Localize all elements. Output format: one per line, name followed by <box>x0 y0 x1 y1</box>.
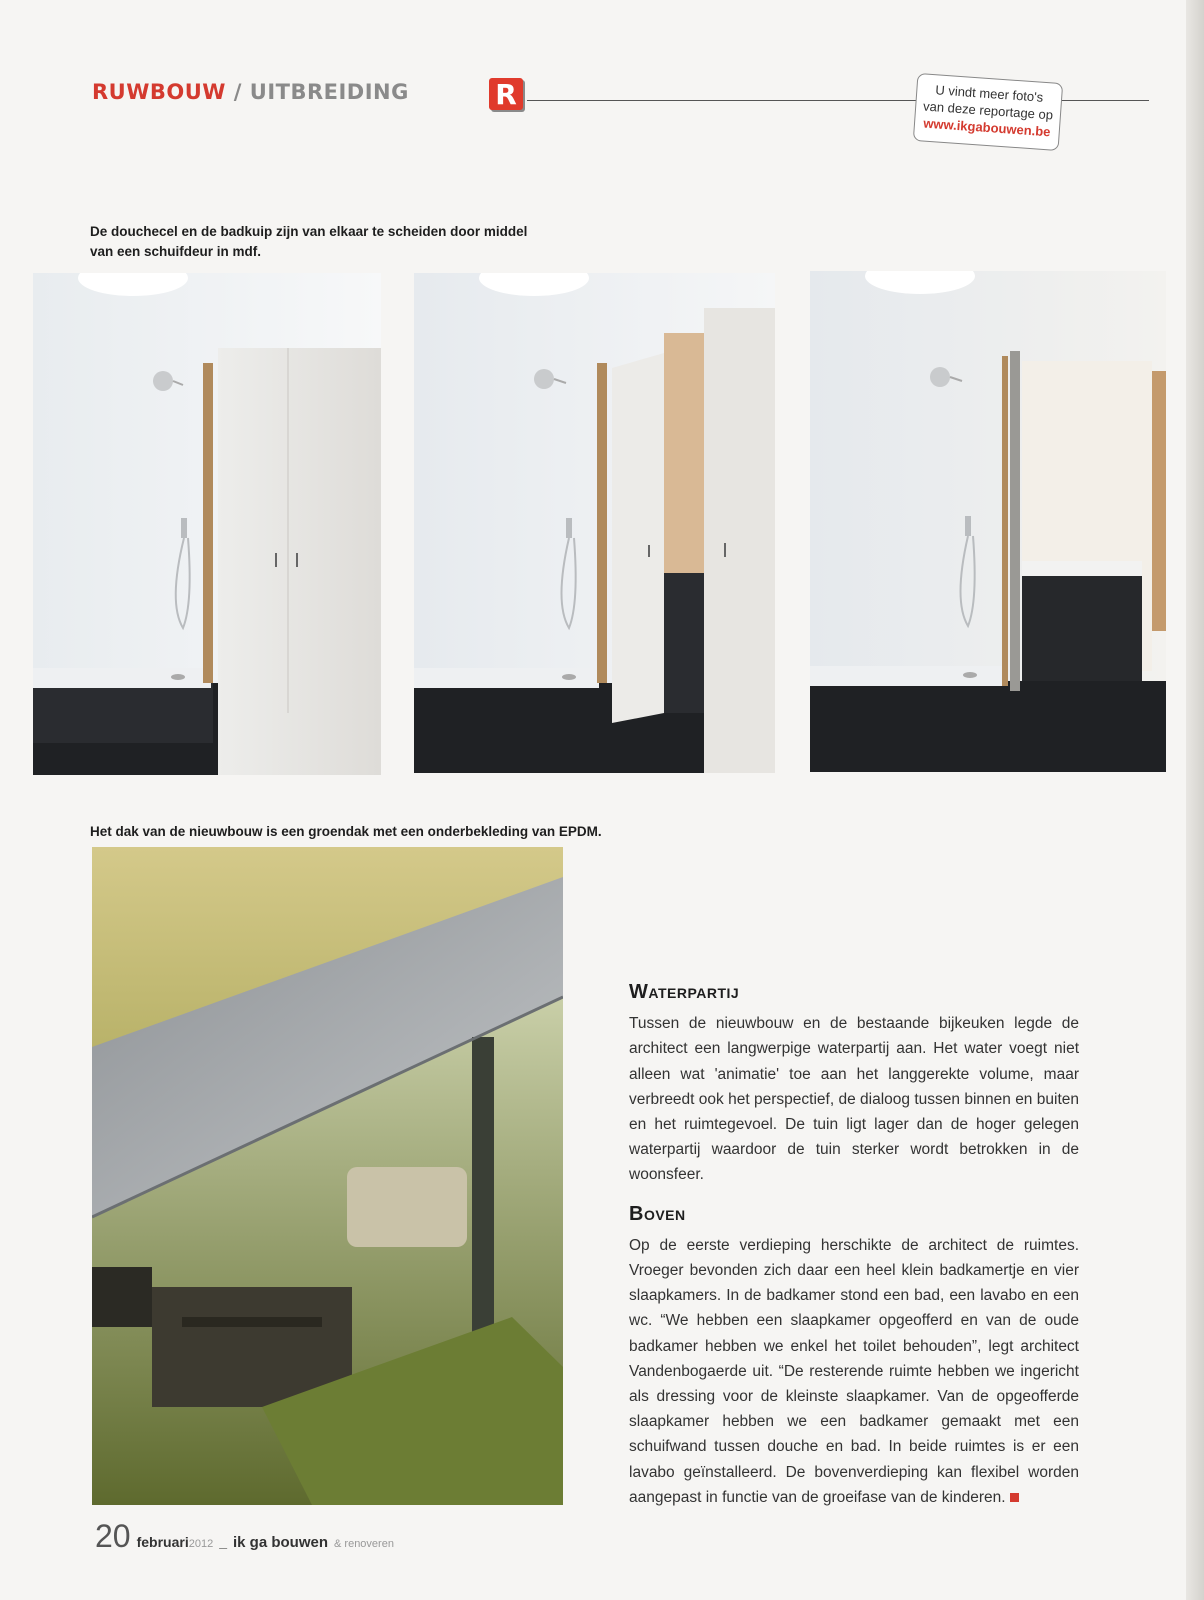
page-footer <box>95 1518 394 1555</box>
bathroom-photo-door-half-open <box>414 273 775 773</box>
footer-year: 2012 <box>188 1538 214 1550</box>
section-separator: / <box>233 80 242 104</box>
bathroom-caption: De douchecel en de badkuip zijn van elkaar te scheiden door middel van een schuifdeur in mdf. <box>90 224 528 259</box>
page-number: 20 <box>95 1518 131 1554</box>
paragraph-waterpartij: Tussen de nieuwbouw en de bestaande bijkeuken legde de architect een langwerpige waterpartij aan. Het water voegt niet alleen wat 'animatie' toe aan het langgerekte volume, maar verbreedt ook het perspectief, de dialoog tussen binnen en buiten en het ruimtegevoel. De tuin ligt lager dan de hoger gelegen waterpartij waardoor de tuin sterker wordt betrokken in de woonsfeer. <box>629 1015 1079 1184</box>
footer-separator: _ <box>219 1534 227 1550</box>
page-spine-edge <box>1186 0 1204 1600</box>
footer-month: februari <box>136 1534 189 1550</box>
green-roof-photo <box>92 847 563 1505</box>
magazine-subtitle: & renoveren <box>334 1538 394 1550</box>
bathroom-photo-door-open <box>810 271 1166 772</box>
end-of-article-icon <box>1010 1493 1019 1502</box>
r-logo-icon: R <box>489 78 523 110</box>
section-header <box>92 80 409 104</box>
bathroom-photo-door-closed <box>33 273 381 775</box>
heading-boven: Boven <box>629 1202 686 1225</box>
web-note-box <box>913 73 1063 151</box>
section-primary: RUWBOUW <box>92 80 226 104</box>
magazine-name: ik ga bouwen <box>233 1534 329 1551</box>
web-note-line2: van deze reportage op <box>922 98 1054 123</box>
roof-caption: Het dak van de nieuwbouw is een groendak met een onderbekleding van EPDM. <box>90 824 602 839</box>
paragraph-boven-text: Op de eerste verdieping herschikte de architect de ruimtes. Vroeger bevonden zich daar een heel klein badkamertje en vier slaapkamers. In de badkamer stond een bad, een lavabo en een wc. “We hebben een slaapkamer opgeofferd en van de oude badkamer hebben we enkel het toilet behouden”, legt architect Vandenbogaerde uit. “De resterende ruimte hebben we ingericht als dressing voor de kleinste slaapkamer. Van de opgeofferde slaapkamer hebben we een badkamer gemaakt met een schuifwand tussen douche en bad. In beide ruimtes is er een lavabo geïnstalleerd. De bovenverdieping kan flexibel worden aangepast in functie van de groeifase van de kinderen. <box>629 1236 1079 1506</box>
article-body <box>629 980 1079 1510</box>
web-note-url[interactable]: www.ikgabouwen.be <box>922 115 1051 140</box>
section-secondary: UITBREIDING <box>249 80 409 104</box>
heading-waterpartij: Waterpartij <box>629 981 740 1003</box>
paragraph-boven <box>629 1233 1079 1510</box>
web-note-line1: U vindt meer foto's <box>934 82 1044 105</box>
